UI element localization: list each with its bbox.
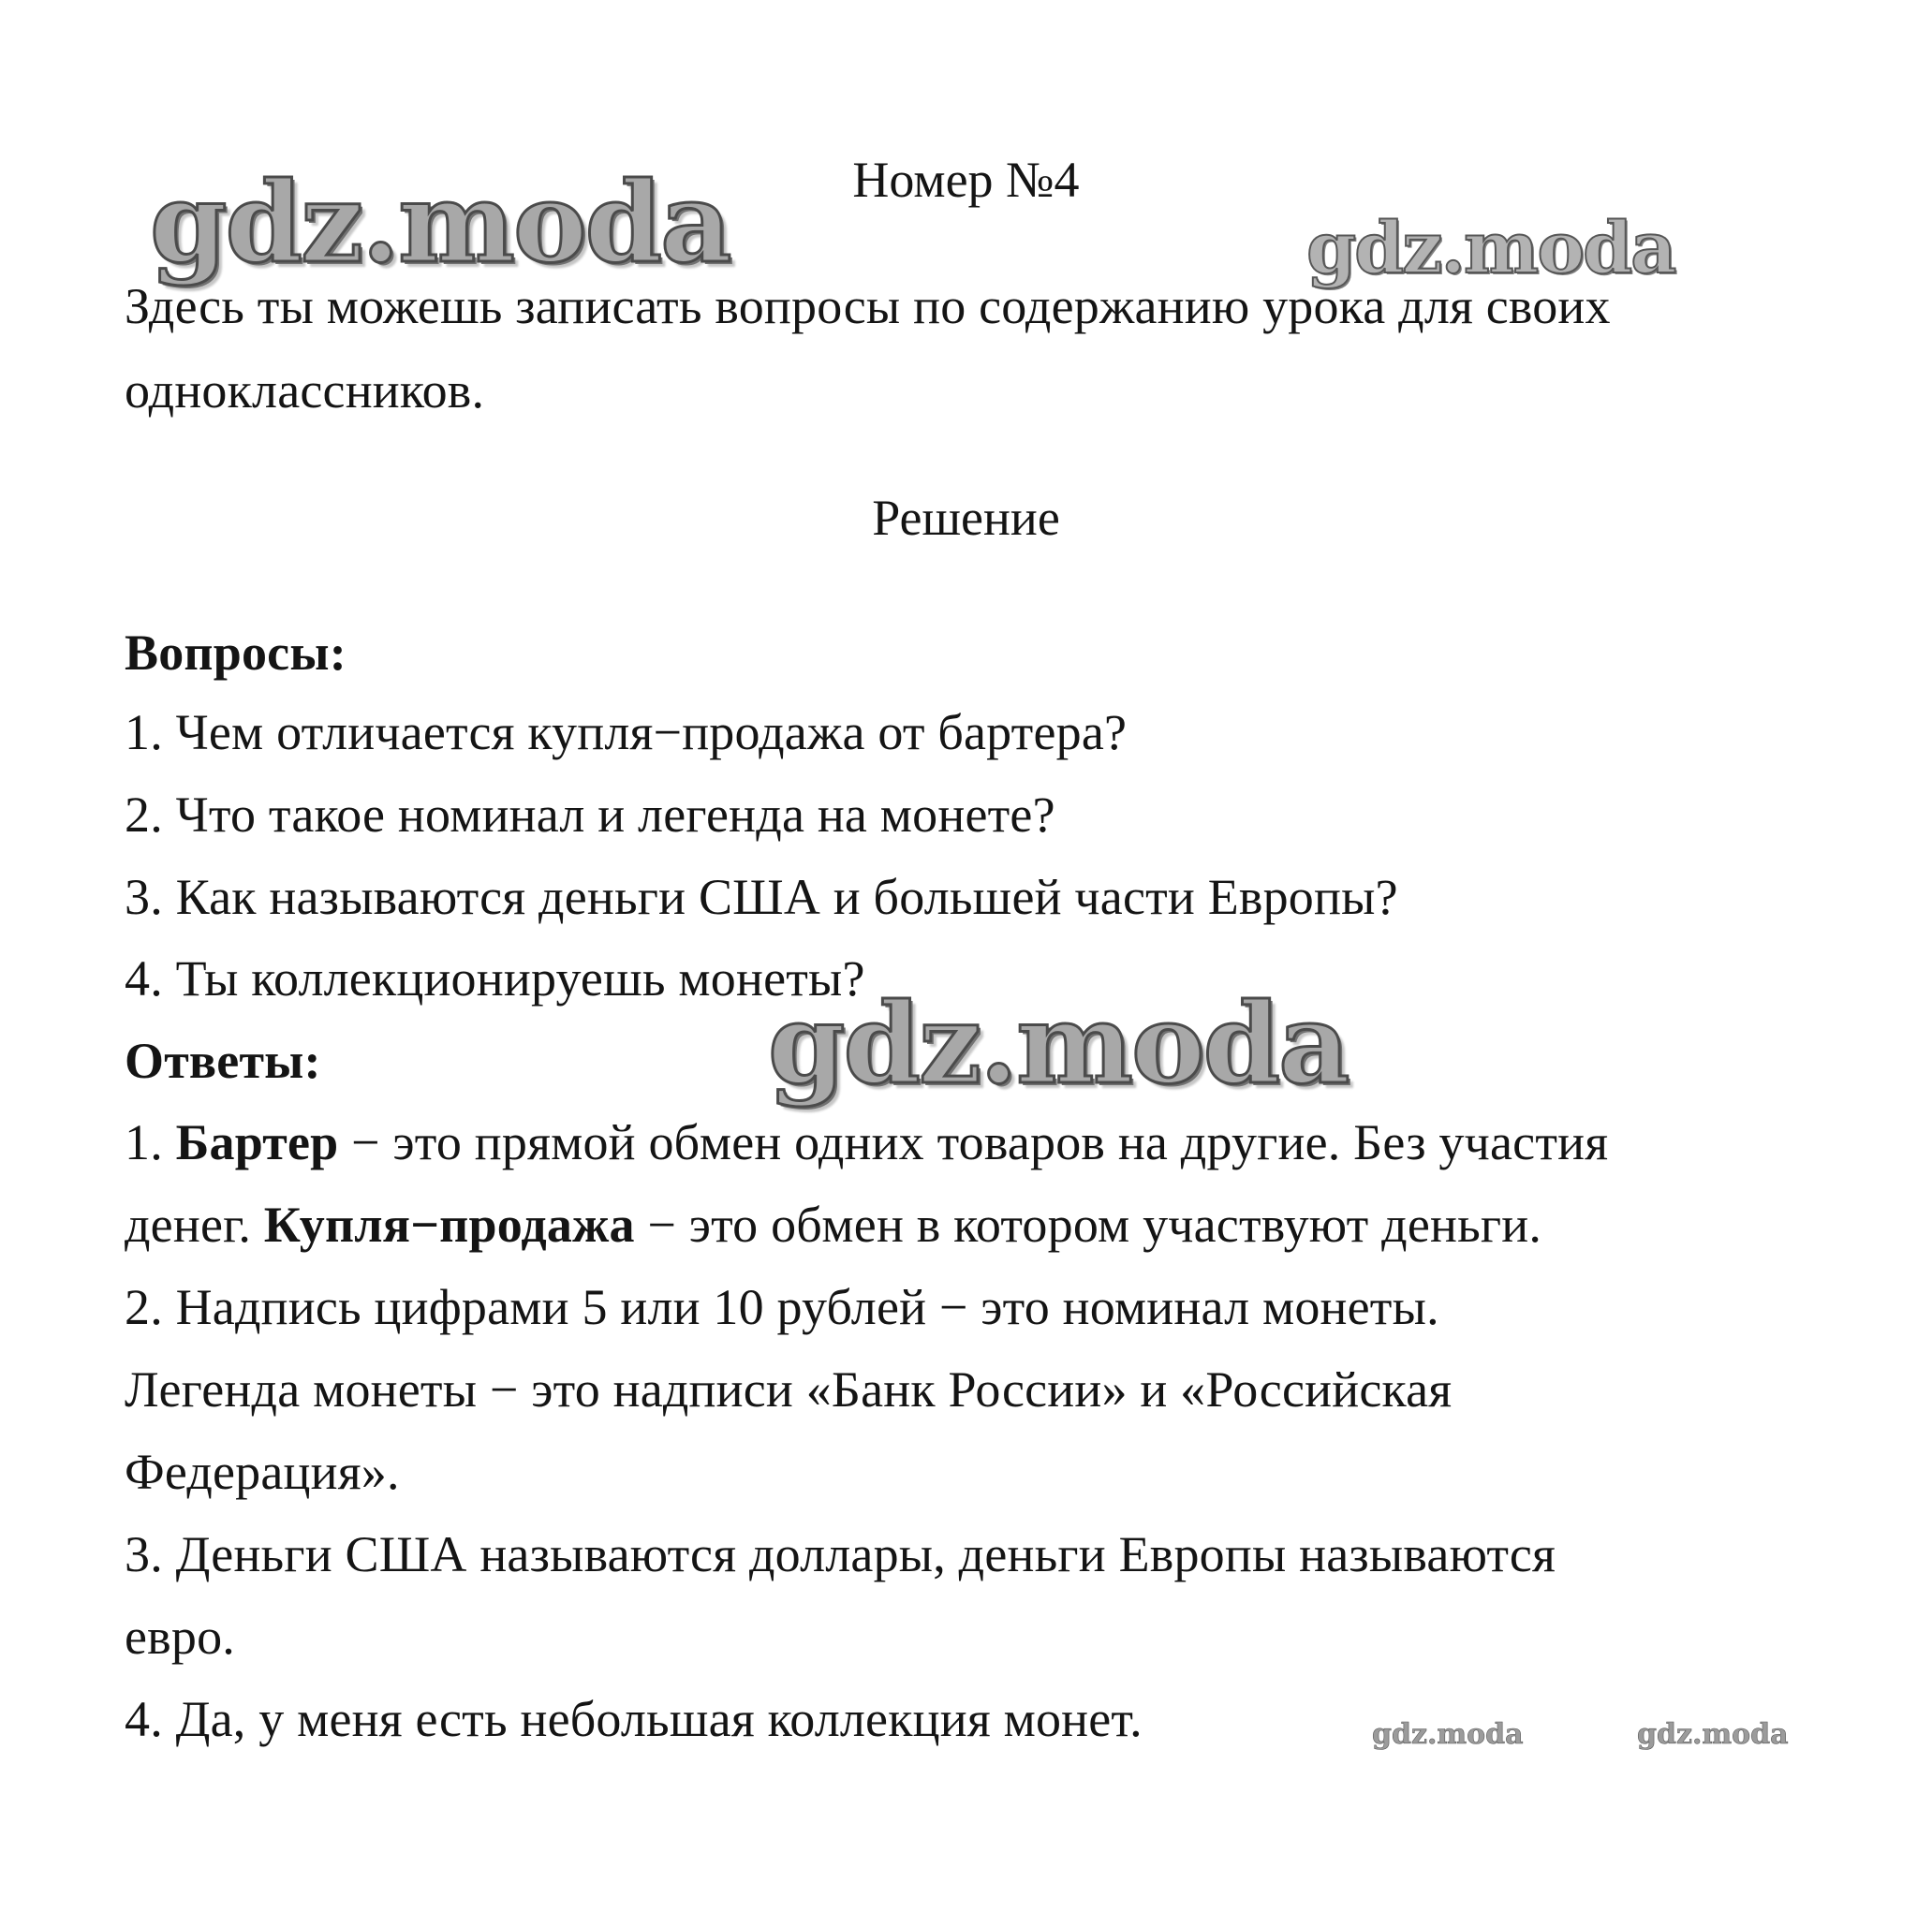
watermark-bottom-left: gdz.moda: [1372, 1718, 1524, 1751]
term-purchase-sale: Купля−продажа: [263, 1197, 635, 1253]
answer-1-line-2: [125, 1197, 1541, 1253]
questions-heading: Вопросы:: [125, 625, 347, 681]
term-barter: Бартер: [175, 1114, 339, 1170]
answer-4: 4. Да, у меня есть небольшая коллекция монет.: [125, 1691, 1143, 1747]
question-2: 2. Что такое номинал и легенда на монете?: [125, 787, 1055, 843]
watermark-bottom-right: gdz.moda: [1637, 1718, 1789, 1751]
answer-2-line-3: Федерация».: [125, 1444, 400, 1500]
solution-heading: Решение: [872, 490, 1060, 546]
question-3: 3. Как называются деньги США и большей части Европы?: [125, 869, 1398, 925]
watermark-center: gdz.moda: [768, 978, 1349, 1109]
answer-2-line-1: 2. Надпись цифрами 5 или 10 рублей − это номинал монеты.: [125, 1279, 1439, 1335]
page-title: Номер №4: [852, 152, 1080, 208]
task-line-1: Здесь ты можешь записать вопросы по содержанию урока для своих: [125, 278, 1611, 334]
answer-2-line-2: Легенда монеты − это надписи «Банк России» и «Российская: [125, 1361, 1453, 1418]
answer-1-line-1: [125, 1114, 1608, 1170]
answer-3-line-2: евро.: [125, 1609, 235, 1665]
answer-1-text-2-pre: денег.: [125, 1197, 264, 1253]
answer-3-line-1: 3. Деньги США называются доллары, деньги Европы называются: [125, 1526, 1556, 1582]
answer-1-number: 1.: [125, 1114, 176, 1170]
answer-1-text-1: − это прямой обмен одних товаров на другие. Без участия: [338, 1114, 1609, 1170]
watermark-top-right: gdz.moda: [1306, 206, 1675, 289]
answer-1-text-2-post: − это обмен в котором участвуют деньги.: [634, 1197, 1542, 1253]
answers-heading: Ответы:: [125, 1033, 321, 1089]
question-4: 4. Ты коллекционируешь монеты?: [125, 950, 865, 1007]
question-1: 1. Чем отличается купля−продажа от бартера?: [125, 704, 1128, 760]
watermark-top-left: gdz.moda: [150, 157, 730, 287]
task-line-2: одноклассников.: [125, 362, 485, 419]
